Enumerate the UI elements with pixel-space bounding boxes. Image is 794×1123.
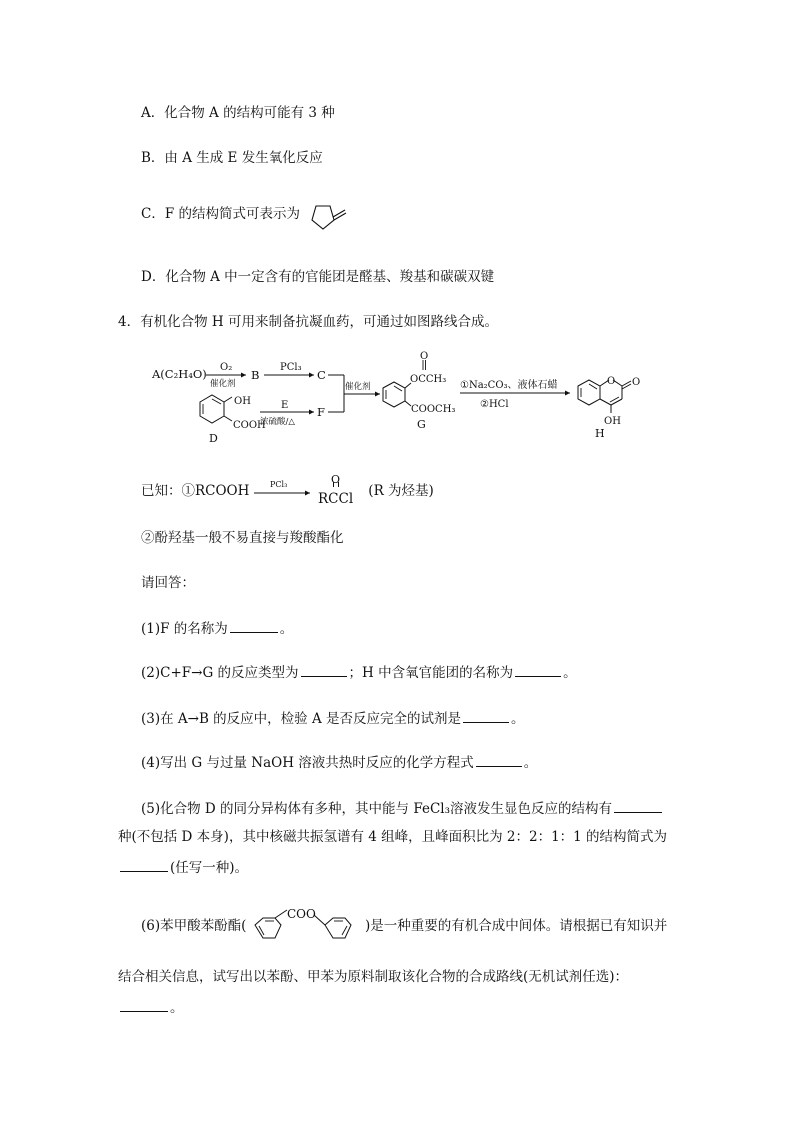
q3-text: (3)在 A→B 的反应中，检验 A 是否反应完全的试剂是: [141, 711, 462, 727]
scheme-catalyst-2: 催化剂: [345, 382, 371, 392]
ask-label: 请回答：: [141, 575, 195, 591]
q2-blank-2[interactable]: [515, 663, 561, 677]
option-c: [141, 198, 368, 238]
q4-text: (4)写出 G 与过量 NaOH 溶液共热时反应的化学方程式: [141, 755, 474, 771]
q6-text-2: )是一种重要的有机合成中间体。请根据已有知识并: [364, 918, 668, 934]
q5-blank-2[interactable]: [120, 858, 168, 872]
scheme-h-carbonyl-o: O: [632, 377, 641, 388]
q3: [141, 709, 525, 728]
q2-text: (2)C+F→G 的反应类型为: [141, 665, 299, 681]
q5-end: (任写一种)。: [170, 860, 249, 876]
q4-end: 。: [523, 755, 538, 771]
q5-text: (5)化合物 D 的同分异构体有多种，其中能与 FeCl₃溶液发生显色反应的结构有: [141, 801, 612, 817]
option-b: B．由 A 生成 E 发生氧化反应: [141, 150, 323, 166]
option-d: D．化合物 A 中一定含有的官能团是醛基、羧基和碳碳双键: [141, 269, 495, 285]
scheme-conc-h2so4: 浓硫酸/△: [260, 417, 295, 427]
q6-blank[interactable]: [120, 998, 168, 1012]
scheme-g-o: O: [420, 351, 429, 362]
scheme-g: G: [417, 418, 426, 431]
scheme-f: F: [317, 405, 325, 419]
q1: [141, 619, 293, 638]
scheme-g-occh3: OCCH₃: [410, 374, 447, 385]
question-title: 4．有机化合物 H 可用来制备抗凝血药，可通过如图路线合成。: [118, 314, 498, 330]
scheme-g-cooch3: COOCH₃: [411, 404, 456, 415]
q3-blank[interactable]: [463, 709, 509, 723]
scheme-catalyst-1: 催化剂: [210, 379, 236, 389]
known-1-prefix: 已知：①RCOOH: [141, 483, 250, 499]
known-1-product: RCCl: [318, 491, 354, 507]
scheme-step-2: ②HCl: [480, 399, 509, 410]
q6-line-3: [118, 998, 184, 1017]
q1-blank[interactable]: [230, 619, 278, 633]
scheme-o2: O₂: [220, 362, 233, 373]
known-1-product-box: [318, 473, 364, 507]
q6-text: (6)苯甲酸苯酚酯(: [141, 918, 247, 934]
option-a: A．化合物 A 的结构可能有 3 种: [141, 105, 335, 121]
known-1-suffix: (R 为烃基): [368, 483, 434, 499]
option-c-text: C．F 的结构简式可表示为: [141, 206, 300, 222]
scheme-d-oh: OH: [234, 396, 251, 407]
scheme-b: B: [251, 368, 260, 382]
q6-end: 。: [170, 1000, 184, 1016]
q1-end: 。: [279, 621, 294, 637]
compound-d-icon: [200, 395, 232, 423]
scheme-d: D: [209, 432, 218, 445]
known-2: ②酚羟基一般不易直接与羧酸酯化: [141, 530, 344, 546]
q2-end: 。: [563, 665, 577, 681]
q2: [141, 663, 577, 682]
q5-line-2: 种(不包括 D 本身)，其中核磁共振氢谱有 4 组峰，且峰面积比为 2：2：1：1 的结构简式为: [118, 829, 668, 845]
compound-h-icon: [578, 380, 631, 413]
q6-line-2: 结合相关信息，试写出以苯酚、甲苯为原料制取该化合物的合成路线(无机试剂任选)：: [118, 969, 629, 985]
scheme-e: E: [281, 400, 289, 411]
phenyl-benzoate-structure-icon: [251, 905, 361, 945]
scheme-h-ring-o: O: [607, 376, 616, 387]
known-1-o: O: [331, 473, 341, 486]
scheme-d-cooh: COOH: [233, 420, 266, 431]
scheme-a: A(C₂H₄O): [152, 367, 207, 381]
q5-blank-1[interactable]: [614, 799, 662, 813]
scheme-step-1: ①Na₂CO₃、液体石蜡: [460, 380, 558, 391]
q3-end: 。: [511, 711, 525, 727]
q6-coo-label: COO: [286, 907, 316, 921]
synthesis-scheme: [140, 350, 680, 450]
lactone-structure-icon: [304, 198, 368, 238]
scheme-h-oh: OH: [604, 416, 621, 427]
q6-line-1: [141, 905, 667, 945]
q5-line-1: [141, 799, 664, 818]
scheme-pcl3: PCl₃: [280, 362, 302, 373]
q2-blank-1[interactable]: [301, 663, 347, 677]
known-1: [141, 473, 434, 507]
known-1-reagent: PCl₃: [269, 480, 287, 489]
scheme-h: H: [595, 427, 605, 440]
q2-text-2: ；H 中含氧官能团的名称为: [348, 665, 514, 681]
scheme-c: C: [317, 368, 326, 382]
known-1-arrow: [254, 473, 314, 507]
q4: [141, 753, 537, 772]
q4-blank[interactable]: [476, 753, 522, 767]
q1-text: (1)F 的名称为: [141, 621, 228, 637]
q5-line-3: [118, 858, 248, 877]
